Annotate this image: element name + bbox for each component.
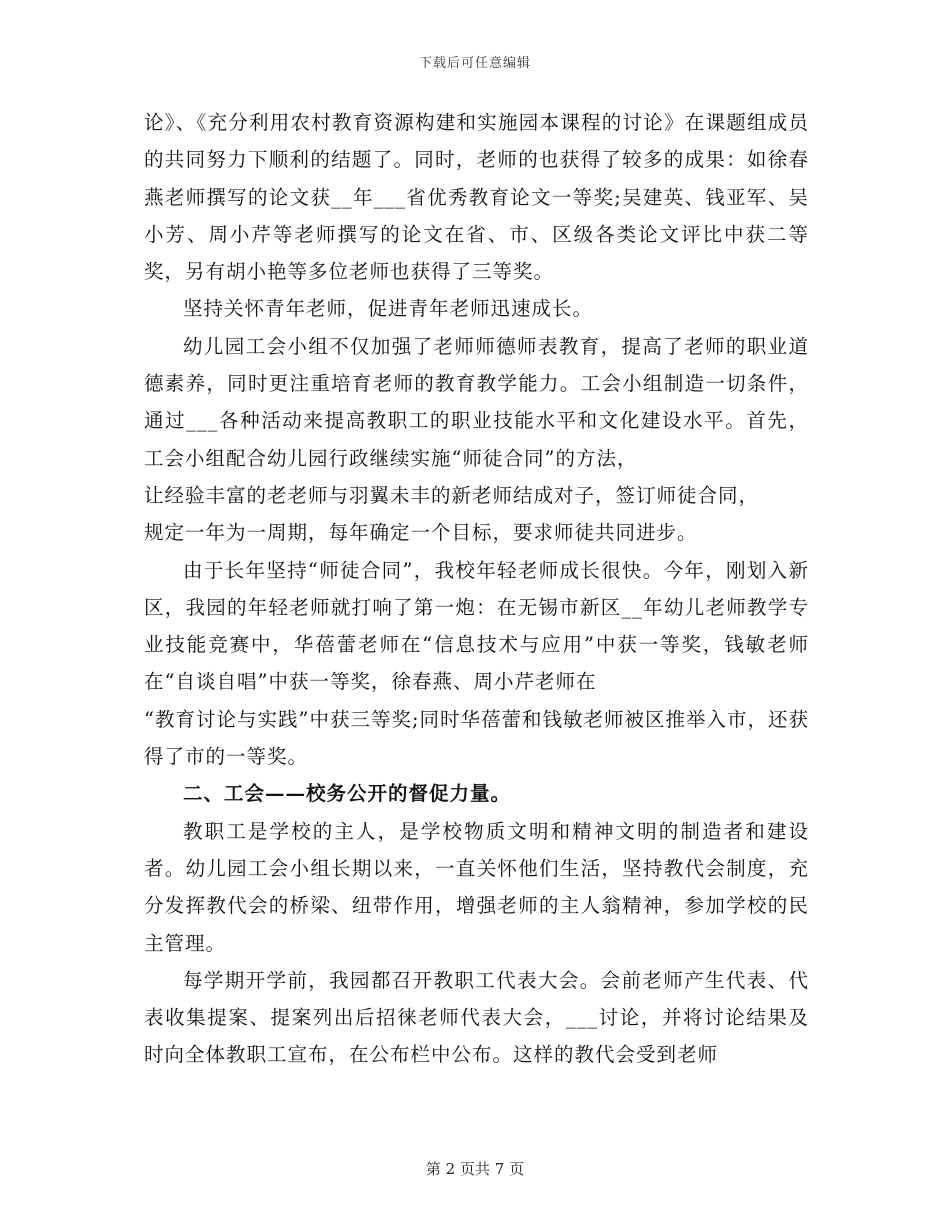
paragraph-staff-congress: 每学期开学前，我园都召开教职工代表大会。会前老师产生代表、代表收集提案、提案列出后招徕老师代表大会，___讨论，并将讨论结果及时向全体教职工宣布，在公布栏中公布。这样的教代会受到老师	[144, 968, 809, 1067]
section-heading-two: 二、工会——校务公开的督促力量。	[183, 782, 512, 806]
page-header-note: 下载后可任意编辑	[418, 56, 531, 71]
paragraph-union-training: 幼儿园工会小组不仅加强了老师师德师表教育，提高了老师的职业道德素养，同时更注重培育老师的教育教学能力。工会小组制造一切条件，通过___各种活动来提高教职工的职业技能水平和文化建设水平。首先，工会小组配合幼儿园行政继续实施“师徒合同”的方法， 让经验丰富的老老师与羽翼未丰的新老师结成对子，签订师徒合同， 规定一年为一周期，每年确定一个目标，要求师徒共同进步。	[144, 334, 809, 545]
page-number-footer: 第 2 页共 7 页	[425, 1160, 525, 1178]
paragraph-mentor-results: 由于长年坚持“师徒合同”，我校年轻老师成长很快。今年，刚划入新区，我园的年轻老师就打响了第一炮：在无锡市新区__年幼儿老师教学专业技能竞赛中，华蓓蕾老师在“信息技术与应用”中获一等奖，钱敏老师在“自谈自唱”中获一等奖，徐春燕、周小芹老师在 “教育讨论与实践”中获三等奖;同时华蓓蕾和钱敏老师被区推举入市，还获得了市的一等奖。	[144, 558, 810, 769]
paragraph-youth-teachers-intro: 坚持关怀青年老师，促进青年老师迅速成长。	[183, 297, 594, 321]
paragraph-staff-masters: 教职工是学校的主人，是学校物质文明和精神文明的制造者和建设者。幼儿园工会小组长期以来，一直关怀他们生活，坚持教代会制度，充分发挥教代会的桥梁、纽带作用，增强老师的主人翁精神，参加学校的民主管理。	[144, 819, 809, 955]
paragraph-continuation: 论》、《充分利用农村教育资源构建和实施园本课程的讨论》在课题组成员的共同努力下顺利的结题了。同时，老师的也获得了较多的成果：如徐春燕老师撰写的论文获__年___省优秀教育论文一等奖;吴建英、钱亚军、吴小芳、周小芹等老师撰写的论文在省、市、区级各类论文评比中获二等奖，另有胡小艳等多位老师也获得了三等奖。	[144, 111, 809, 284]
document-body	[144, 104, 809, 1074]
